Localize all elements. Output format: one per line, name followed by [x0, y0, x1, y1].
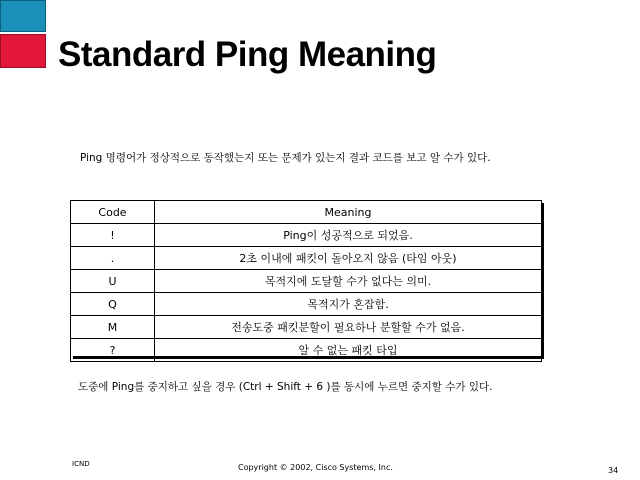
code-cell: .	[71, 247, 155, 270]
ping-code-table	[70, 200, 541, 356]
code-cell: !	[71, 224, 155, 247]
code-cell: U	[71, 270, 155, 293]
stop-ping-note: 도중에 Ping를 중지하고 싶을 경우 (Ctrl + Shift + 6 )를 동시에 누르면 중지할 수가 있다.	[78, 381, 493, 393]
code-cell: Q	[71, 293, 155, 316]
meaning-cell: 2초 이내에 패킷이 돌아오지 않음 (타임 아웃)	[155, 247, 542, 270]
code-cell: M	[71, 316, 155, 339]
table-row	[71, 339, 542, 362]
page-number: 34	[608, 466, 619, 475]
footer-copyright: Copyright © 2002, Cisco Systems, Inc.	[238, 463, 393, 472]
meaning-cell: Ping이 성공적으로 되었음.	[155, 224, 542, 247]
decorative-red-square	[0, 34, 46, 68]
meaning-cell: 목적지가 혼잡함.	[155, 293, 542, 316]
table-header-row	[71, 201, 542, 224]
slide-title: Standard Ping Meaning	[58, 35, 437, 74]
decorative-teal-square	[0, 0, 46, 32]
meaning-cell: 전송도중 패킷분할이 필요하나 분할할 수가 없음.	[155, 316, 542, 339]
footer-course-label: ICND	[72, 460, 90, 468]
code-cell: ?	[71, 339, 155, 362]
table-row	[71, 270, 542, 293]
meaning-cell: 목적지에 도달할 수가 없다는 의미.	[155, 270, 542, 293]
table-row	[71, 224, 542, 247]
table-row	[71, 293, 542, 316]
meaning-cell: 알 수 없는 패킷 타입	[155, 339, 542, 362]
header-meaning: Meaning	[155, 201, 542, 224]
table-row	[71, 247, 542, 270]
table-row	[71, 316, 542, 339]
slide-subtitle: Ping 명령어가 정상적으로 동작했는지 또는 문제가 있는지 결과 코드를 보고 알 수가 있다.	[80, 152, 491, 164]
header-code: Code	[71, 201, 155, 224]
